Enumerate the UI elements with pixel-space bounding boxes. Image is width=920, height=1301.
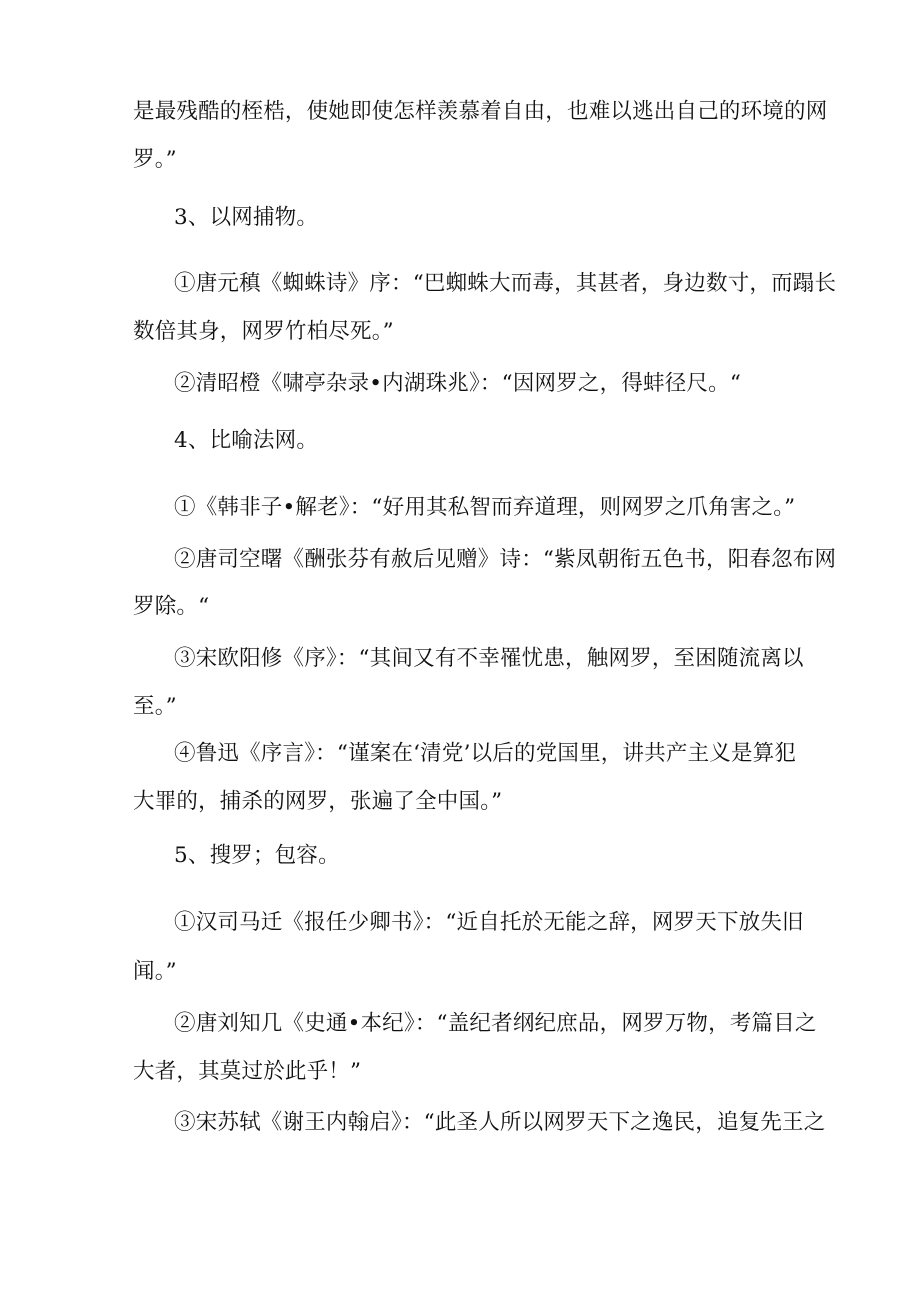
quote-line: ②唐司空曙《酬张芬有赦后见赠》诗：“紫凤朝衔五色书，阳春忽布网 [174,547,837,572]
text-line: 是最残酷的桎梏，使她即使怎样羡慕着自由，也难以逃出自己的环境的网 [133,99,828,124]
text-line: 大罪的，捕杀的网罗，张遍了全中国。” [133,789,503,814]
quote-line: ①《韩非子•解老》：“好用其私智而弃道理，则网罗之爪角害之。” [174,495,796,520]
quote-line: ①汉司马迁《报任少卿书》：“近自托於无能之辞，网罗天下放失旧 [174,910,804,935]
text-line: 闻。” [133,959,177,984]
section-heading: 3、以网捕物。 [174,205,319,230]
quote-line: ③宋欧阳修《序》：“其间又有不幸罹忧患，触网罗，至困随流离以 [174,646,804,671]
quote-line: ④鲁迅《序言》：“谨案在‘清党’以后的党国里，讲共产主义是算犯 [174,741,797,766]
text-line: 数倍其身，网罗竹柏尽死。” [133,319,394,344]
text-line: 罗除。“ [133,594,210,619]
section-heading: 5、搜罗；包容。 [174,843,340,868]
text-line: 至。” [133,694,177,719]
text-line: 大者，其莫过於此乎！” [133,1059,362,1084]
quote-line: ②唐刘知几《史通•本纪》：“盖纪者纲纪庶品，网罗万物，考篇目之 [174,1011,817,1036]
quote-line: ①唐元稹《蜘蛛诗》序：“巴蜘蛛大而毒，其甚者，身边数寸，而蹋长 [174,271,837,296]
quote-line: ②清昭橙《啸亭杂录•内湖珠兆》：“因网罗之，得蚌径尺。“ [174,371,742,396]
quote-line: ③宋苏轼《谢王内翰启》：“此圣人所以网罗天下之逸民，追复先王之 [174,1110,826,1135]
text-line: 罗。” [133,147,177,172]
section-heading: 4、比喻法网。 [174,428,319,453]
